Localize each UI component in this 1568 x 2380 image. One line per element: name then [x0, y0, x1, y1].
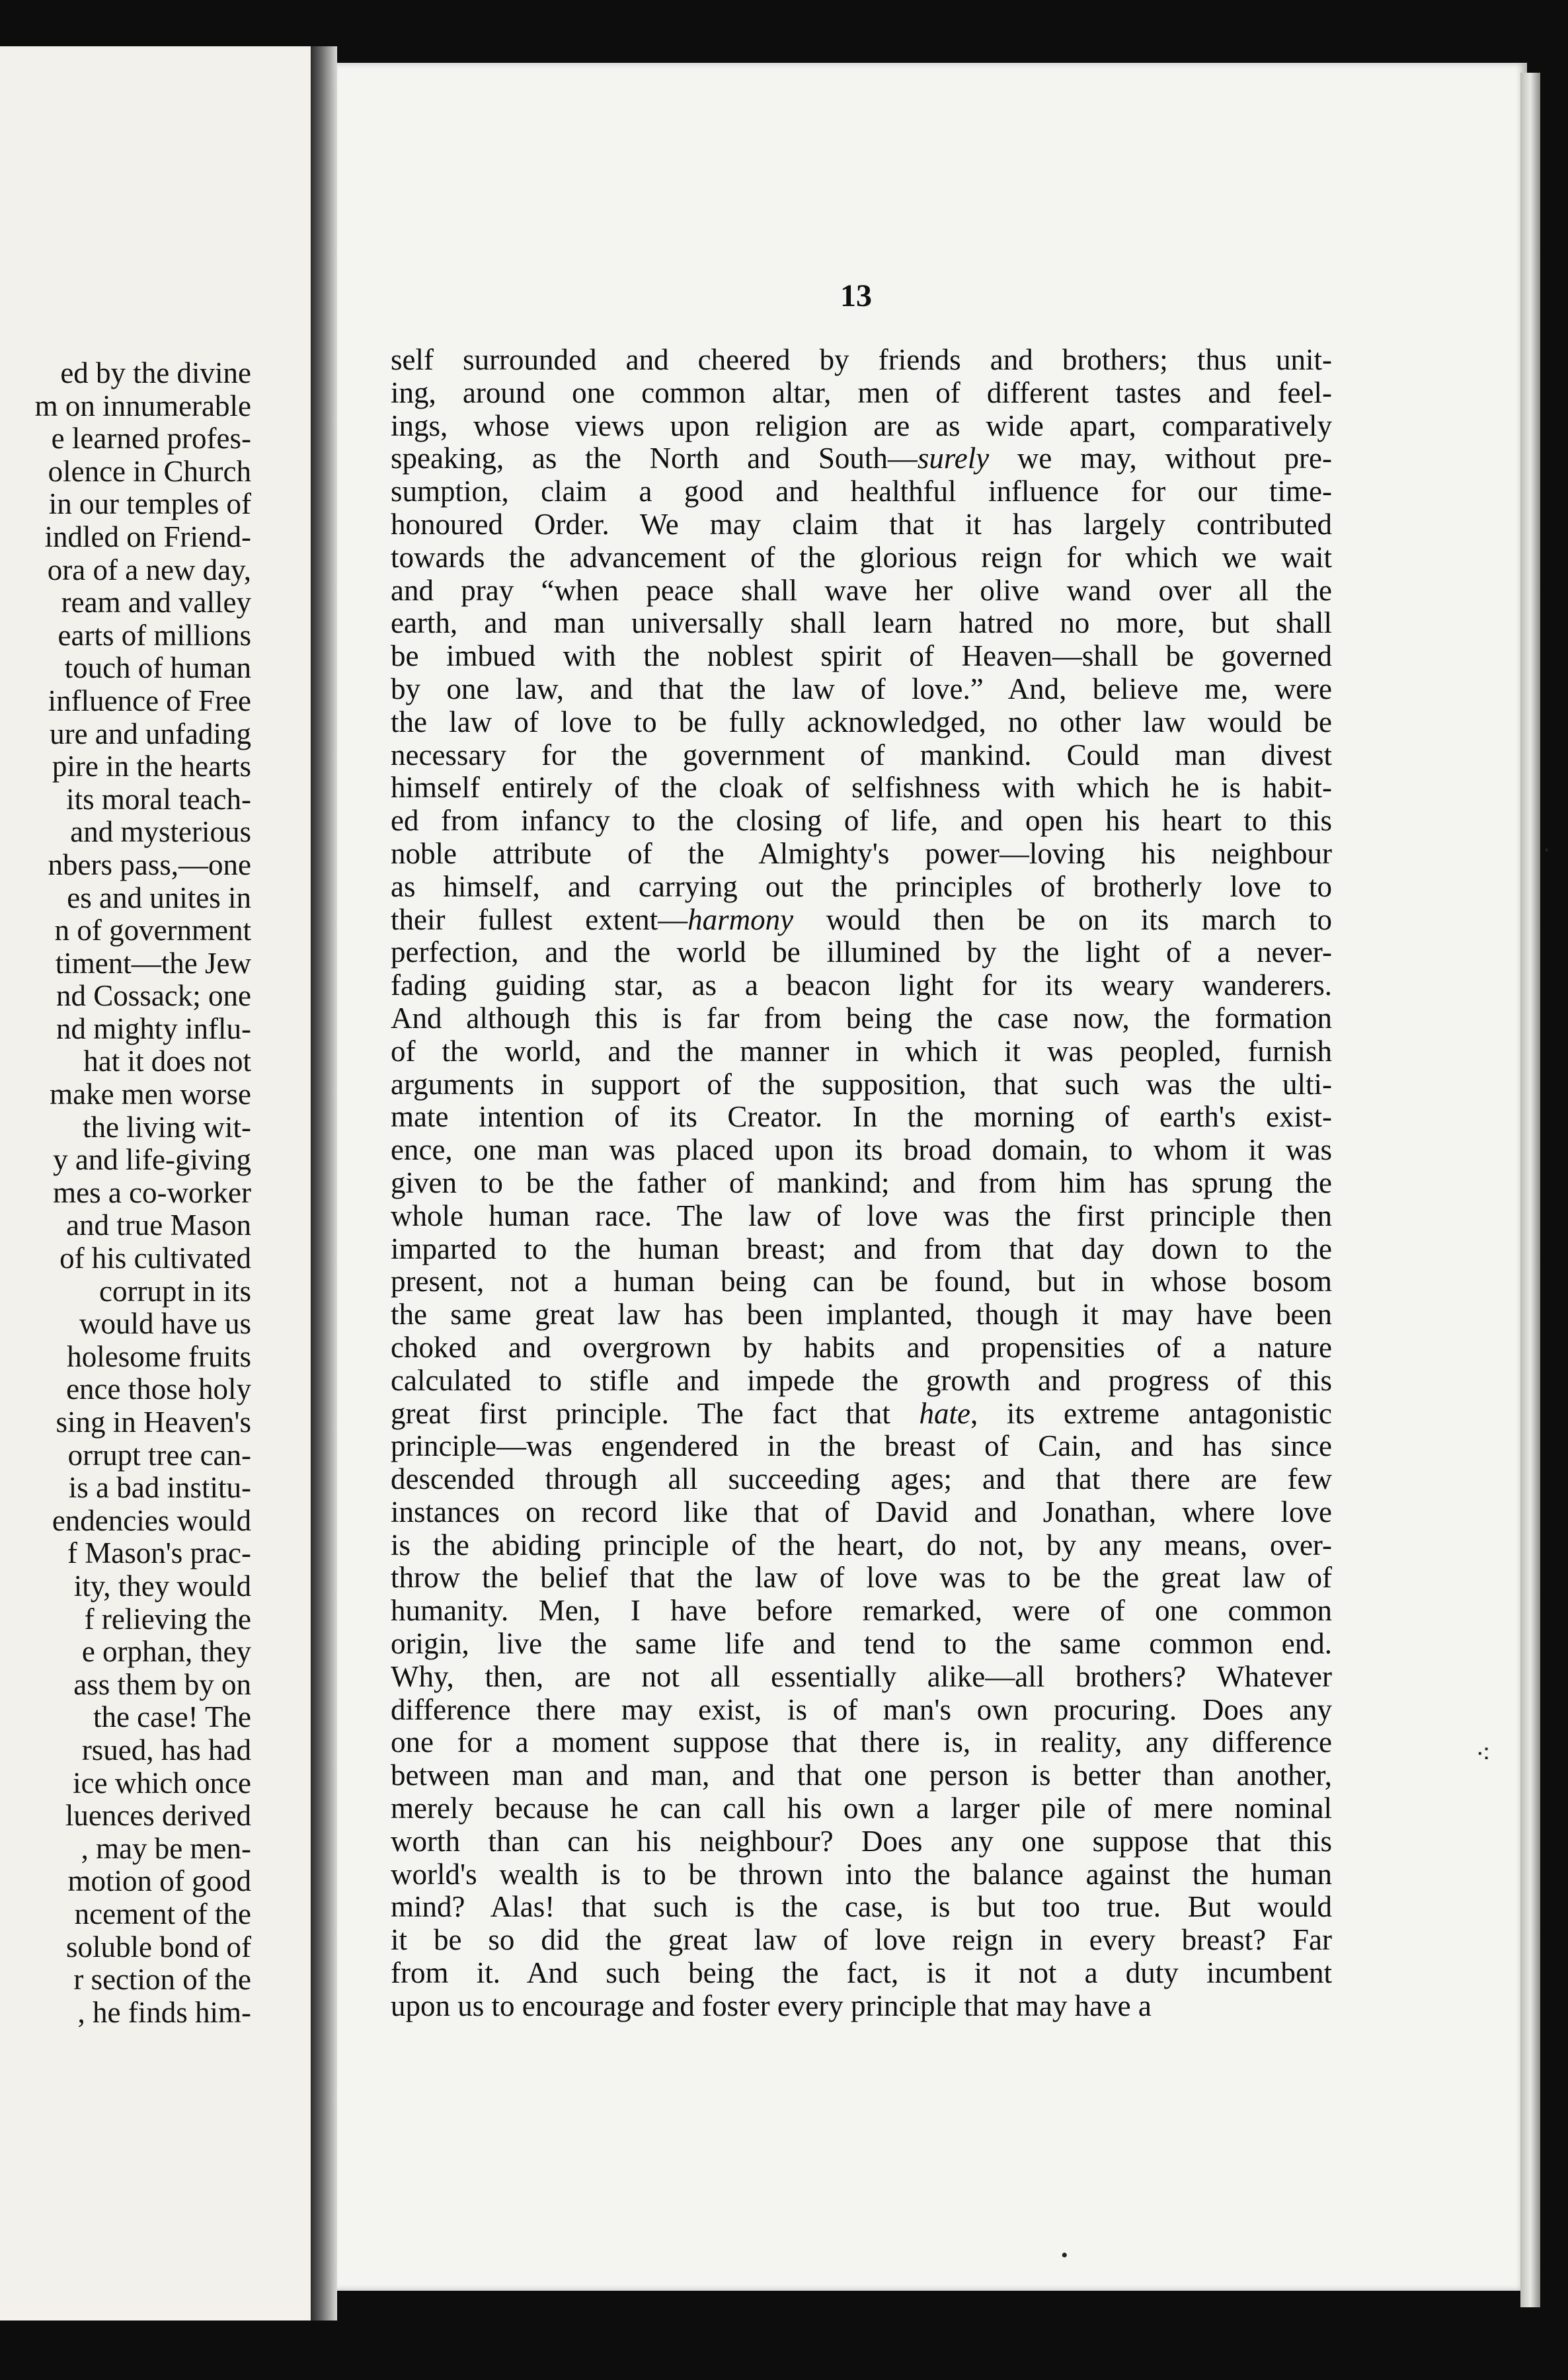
previous-page-line: and mysterious: [70, 815, 251, 849]
text-line: present, not a human being can be found, but in whose bosom: [391, 1265, 1332, 1298]
previous-page-line: ure and unfading: [50, 717, 251, 750]
previous-page-text: [0, 357, 251, 2029]
previous-page-line: ass them by on: [73, 1667, 251, 1701]
previous-page-line: endencies would: [52, 1503, 251, 1537]
text-line: it be so did the great law of love reign in every breast? Far: [391, 1923, 1332, 1957]
text-line: great first principle. The fact that hate, its extreme antagonistic: [391, 1396, 1332, 1430]
page-number: 13: [840, 278, 872, 313]
previous-page-line: f relieving the: [84, 1602, 251, 1636]
previous-page-line: the case! The: [93, 1700, 251, 1734]
text-line: is the abiding principle of the heart, do not, by any means, over-: [391, 1528, 1332, 1562]
previous-page-line: nd Cossack; one: [56, 979, 251, 1013]
text-line: necessary for the government of mankind. Could man divest: [391, 738, 1332, 772]
previous-page-line: ice which once: [73, 1766, 251, 1800]
text-line: noble attribute of the Almighty's power—loving his neighbour: [391, 836, 1332, 870]
text-line: imparted to the human breast; and from that day down to the: [391, 1232, 1332, 1265]
text-line: sumption, claim a good and healthful influence for our time-: [391, 475, 1332, 508]
text-line: mind? Alas! that such is the case, is but too true. But would: [391, 1890, 1332, 1924]
previous-page-line: n of government: [54, 914, 251, 947]
previous-page-line: indled on Friend-: [44, 520, 251, 553]
text-line: from it. And such being the fact, is it not a duty incumbent: [391, 1956, 1332, 1990]
text-line: perfection, and the world be illumined by the light of a never-: [391, 935, 1332, 969]
previous-page-line: in our temples of: [48, 487, 251, 521]
previous-page-line: holesome fruits: [67, 1339, 251, 1373]
previous-page-line: rsued, has had: [81, 1733, 251, 1766]
previous-page: [0, 46, 311, 2320]
previous-page-line: pire in the hearts: [52, 750, 251, 783]
text-line: the law of love to be fully acknowledged, no other law would be: [391, 705, 1332, 738]
scan-speck: ⁖: [1475, 1739, 1491, 1769]
previous-page-line: ncement of the: [74, 1897, 251, 1930]
previous-page-line: its moral teach-: [66, 782, 251, 816]
text-line: honoured Order. We may claim that it has largely contributed: [391, 507, 1332, 541]
previous-page-line: e learned profes-: [51, 422, 251, 456]
previous-page-line: ora of a new day,: [47, 553, 251, 586]
previous-page-line: earts of millions: [58, 618, 251, 652]
previous-page-line: make men worse: [50, 1078, 251, 1111]
previous-page-line: nbers pass,—one: [48, 848, 251, 881]
text-line: between man and man, and that one person is better than another,: [391, 1759, 1332, 1792]
previous-page-line: ence those holy: [66, 1372, 251, 1406]
text-line: the same great law has been implanted, though it may have been: [391, 1298, 1332, 1331]
text-line: upon us to encourage and foster every principle that may have a: [391, 1989, 1152, 2022]
text-line: origin, live the same life and tend to the same common end.: [391, 1627, 1332, 1661]
previous-page-line: olence in Church: [48, 454, 251, 488]
text-line: be imbued with the noblest spirit of Heaven—shall be governed: [391, 639, 1332, 673]
page-body-text: [391, 344, 1332, 2023]
previous-page-line: , he finds him-: [77, 1995, 251, 2029]
scan-speck: •: [1061, 2244, 1068, 2266]
previous-page-line: mes a co-worker: [53, 1175, 251, 1209]
previous-page-line: ed by the divine: [60, 356, 251, 389]
previous-page-line: y and life-giving: [53, 1143, 251, 1177]
previous-page-line: influence of Free: [48, 684, 251, 717]
text-line: ence, one man was placed upon its broad domain, to whom it was: [391, 1133, 1332, 1167]
text-line: fading guiding star, as a beacon light for its weary wanderers.: [391, 969, 1332, 1002]
text-line: merely because he can call his own a larger pile of mere nominal: [391, 1792, 1332, 1825]
book-gutter: [311, 46, 337, 2320]
previous-page-line: of his cultivated: [59, 1242, 251, 1275]
text-line: given to be the father of mankind; and from him has sprung the: [391, 1166, 1332, 1199]
text-line: ings, whose views upon religion are as wide apart, comparatively: [391, 409, 1332, 442]
previous-page-line: timent—the Jew: [55, 946, 251, 980]
text-line: throw the belief that the law of love was to be the great law of: [391, 1561, 1332, 1595]
previous-page-line: e orphan, they: [81, 1635, 251, 1669]
text-line: by one law, and that the law of love.” And, believe me, were: [391, 672, 1332, 705]
previous-page-line: ream and valley: [61, 586, 251, 619]
text-line: choked and overgrown by habits and propensities of a nature: [391, 1330, 1332, 1364]
text-line: speaking, as the North and South—surely we may, without pre-: [391, 442, 1332, 475]
text-line: difference there may exist, is of man's own procuring. Does any: [391, 1692, 1332, 1726]
text-line: ed from infancy to the closing of life, and open his heart to this: [391, 804, 1332, 838]
text-line: humanity. Men, I have before remarked, were of one common: [391, 1594, 1332, 1628]
text-line: earth, and man universally shall learn hatred no more, but shall: [391, 606, 1332, 640]
previous-page-line: the living wit-: [83, 1110, 251, 1144]
text-line: towards the advancement of the glorious reign for which we wait: [391, 540, 1332, 574]
previous-page-line: r section of the: [73, 1963, 251, 1997]
text-line: as himself, and carrying out the principles of brotherly love to: [391, 869, 1332, 903]
text-line: arguments in support of the supposition, that such was the ulti-: [391, 1067, 1332, 1101]
previous-page-line: and true Mason: [66, 1209, 251, 1242]
scan-speck: ·: [1542, 835, 1551, 865]
previous-page-line: hat it does not: [83, 1045, 251, 1078]
text-line: And although this is far from being the case now, the formation: [391, 1001, 1332, 1035]
previous-page-line: is a bad institu-: [68, 1471, 251, 1505]
previous-page-line: f Mason's prac-: [67, 1536, 251, 1570]
text-line: ing, around one common altar, men of different tastes and feel-: [391, 376, 1332, 409]
text-line: descended through all succeeding ages; and that there are few: [391, 1462, 1332, 1496]
text-line: instances on record like that of David and Jonathan, where love: [391, 1495, 1332, 1528]
text-line: principle—was engendered in the breast of Cain, and has since: [391, 1429, 1332, 1463]
previous-page-line: luences derived: [65, 1799, 251, 1833]
previous-page-line: corrupt in its: [99, 1274, 251, 1308]
text-line: of the world, and the manner in which it was peopled, furnish: [391, 1034, 1332, 1068]
text-line: worth than can his neighbour? Does any one suppose that this: [391, 1824, 1332, 1858]
text-line: whole human race. The law of love was the first principle then: [391, 1199, 1332, 1232]
text-line: their fullest extent—harmony would then be on its march to: [391, 902, 1332, 936]
previous-page-line: es and unites in: [67, 881, 251, 914]
text-line: calculated to stifle and impede the growth and progress of this: [391, 1363, 1332, 1397]
previous-page-line: , may be men-: [81, 1831, 251, 1865]
text-line: one for a moment suppose that there is, in reality, any difference: [391, 1726, 1332, 1759]
previous-page-line: touch of human: [64, 651, 251, 685]
text-line: himself entirely of the cloak of selfishness with which he is habit-: [391, 771, 1332, 805]
previous-page-line: ity, they would: [73, 1569, 251, 1603]
previous-page-line: nd mighty influ-: [56, 1012, 251, 1045]
text-line: world's wealth is to be thrown into the balance against the human: [391, 1857, 1332, 1891]
text-line: Why, then, are not all essentially alike—all brothers? Whatever: [391, 1659, 1332, 1693]
previous-page-line: m on innumerable: [34, 389, 251, 422]
text-line: mate intention of its Creator. In the morning of earth's exist-: [391, 1100, 1332, 1134]
previous-page-line: would have us: [79, 1307, 251, 1341]
previous-page-line: motion of good: [67, 1864, 251, 1898]
previous-page-line: soluble bond of: [66, 1930, 251, 1964]
text-line: and pray “when peace shall wave her olive wand over all the: [391, 573, 1332, 607]
text-line: self surrounded and cheered by friends and brothers; thus unit-: [391, 343, 1332, 376]
previous-page-line: orrupt tree can-: [67, 1438, 251, 1472]
page-edge: [1520, 73, 1540, 2307]
previous-page-line: sing in Heaven's: [56, 1406, 251, 1439]
